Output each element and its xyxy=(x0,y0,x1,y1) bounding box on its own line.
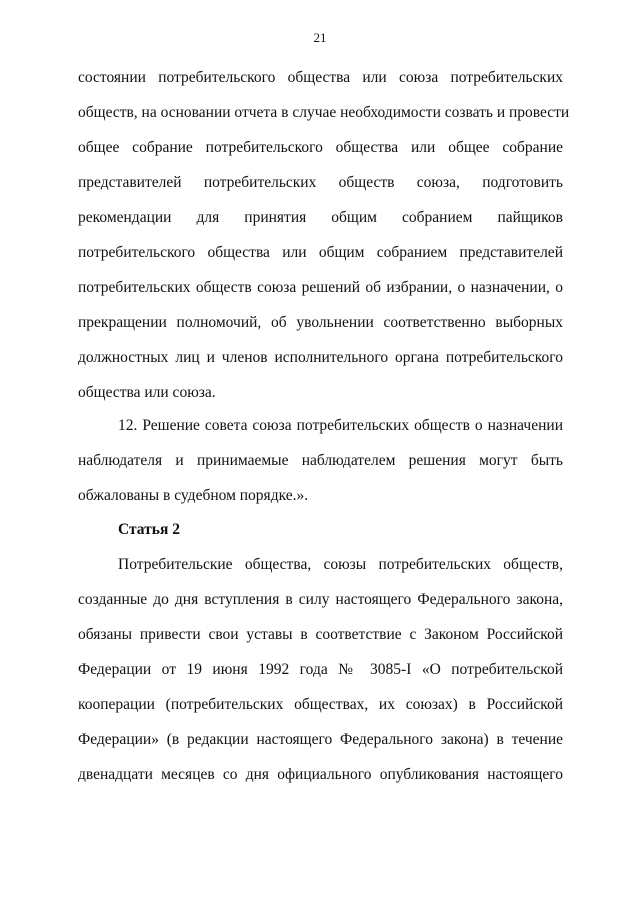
text-line: общества или союза. xyxy=(78,384,216,401)
text-line: общее собрание потребительского общества или общее собрание xyxy=(78,139,563,156)
page-number: 21 xyxy=(313,30,327,45)
article-heading: Статья 2 xyxy=(118,521,180,538)
text-line: прекращении полномочий, об увольнении соответственно выборных xyxy=(78,314,563,331)
text-line: наблюдателя и принимаемые наблюдателем решения могут быть xyxy=(78,452,563,469)
text-line: двенадцати месяцев со дня официального опубликования настоящего xyxy=(78,766,563,783)
text-line: Федерации» (в редакции настоящего Федерального закона) в течение xyxy=(78,731,563,748)
text-line: рекомендации для принятия общим собранием пайщиков xyxy=(78,209,563,226)
text-line: обществ, на основании отчета в случае необходимости созвать и провести xyxy=(78,104,570,121)
text-line: созданные до дня вступления в силу настоящего Федерального закона, xyxy=(78,591,563,608)
text-line: обжалованы в судебном порядке.». xyxy=(78,487,309,504)
text-line: кооперации (потребительских обществах, их союзах) в Российской xyxy=(78,696,563,713)
text-line: обязаны привести свои уставы в соответствие с Законом Российской xyxy=(78,626,563,643)
text-line: Потребительские общества, союзы потребительских обществ, xyxy=(118,556,563,573)
text-line: потребительских обществ союза решений об избрании, о назначении, о xyxy=(78,279,563,296)
text-line: состоянии потребительского общества или союза потребительских xyxy=(78,69,563,86)
text-line: представителей потребительских обществ союза, подготовить xyxy=(78,174,563,191)
text-line: Федерации от 19 июня 1992 года № 3085-I «О потребительской xyxy=(78,661,563,678)
text-line: должностных лиц и членов исполнительного органа потребительского xyxy=(78,349,563,366)
text-line: потребительского общества или общим собранием представителей xyxy=(78,244,563,261)
text-line: 12. Решение совета союза потребительских обществ о назначении xyxy=(118,417,563,434)
